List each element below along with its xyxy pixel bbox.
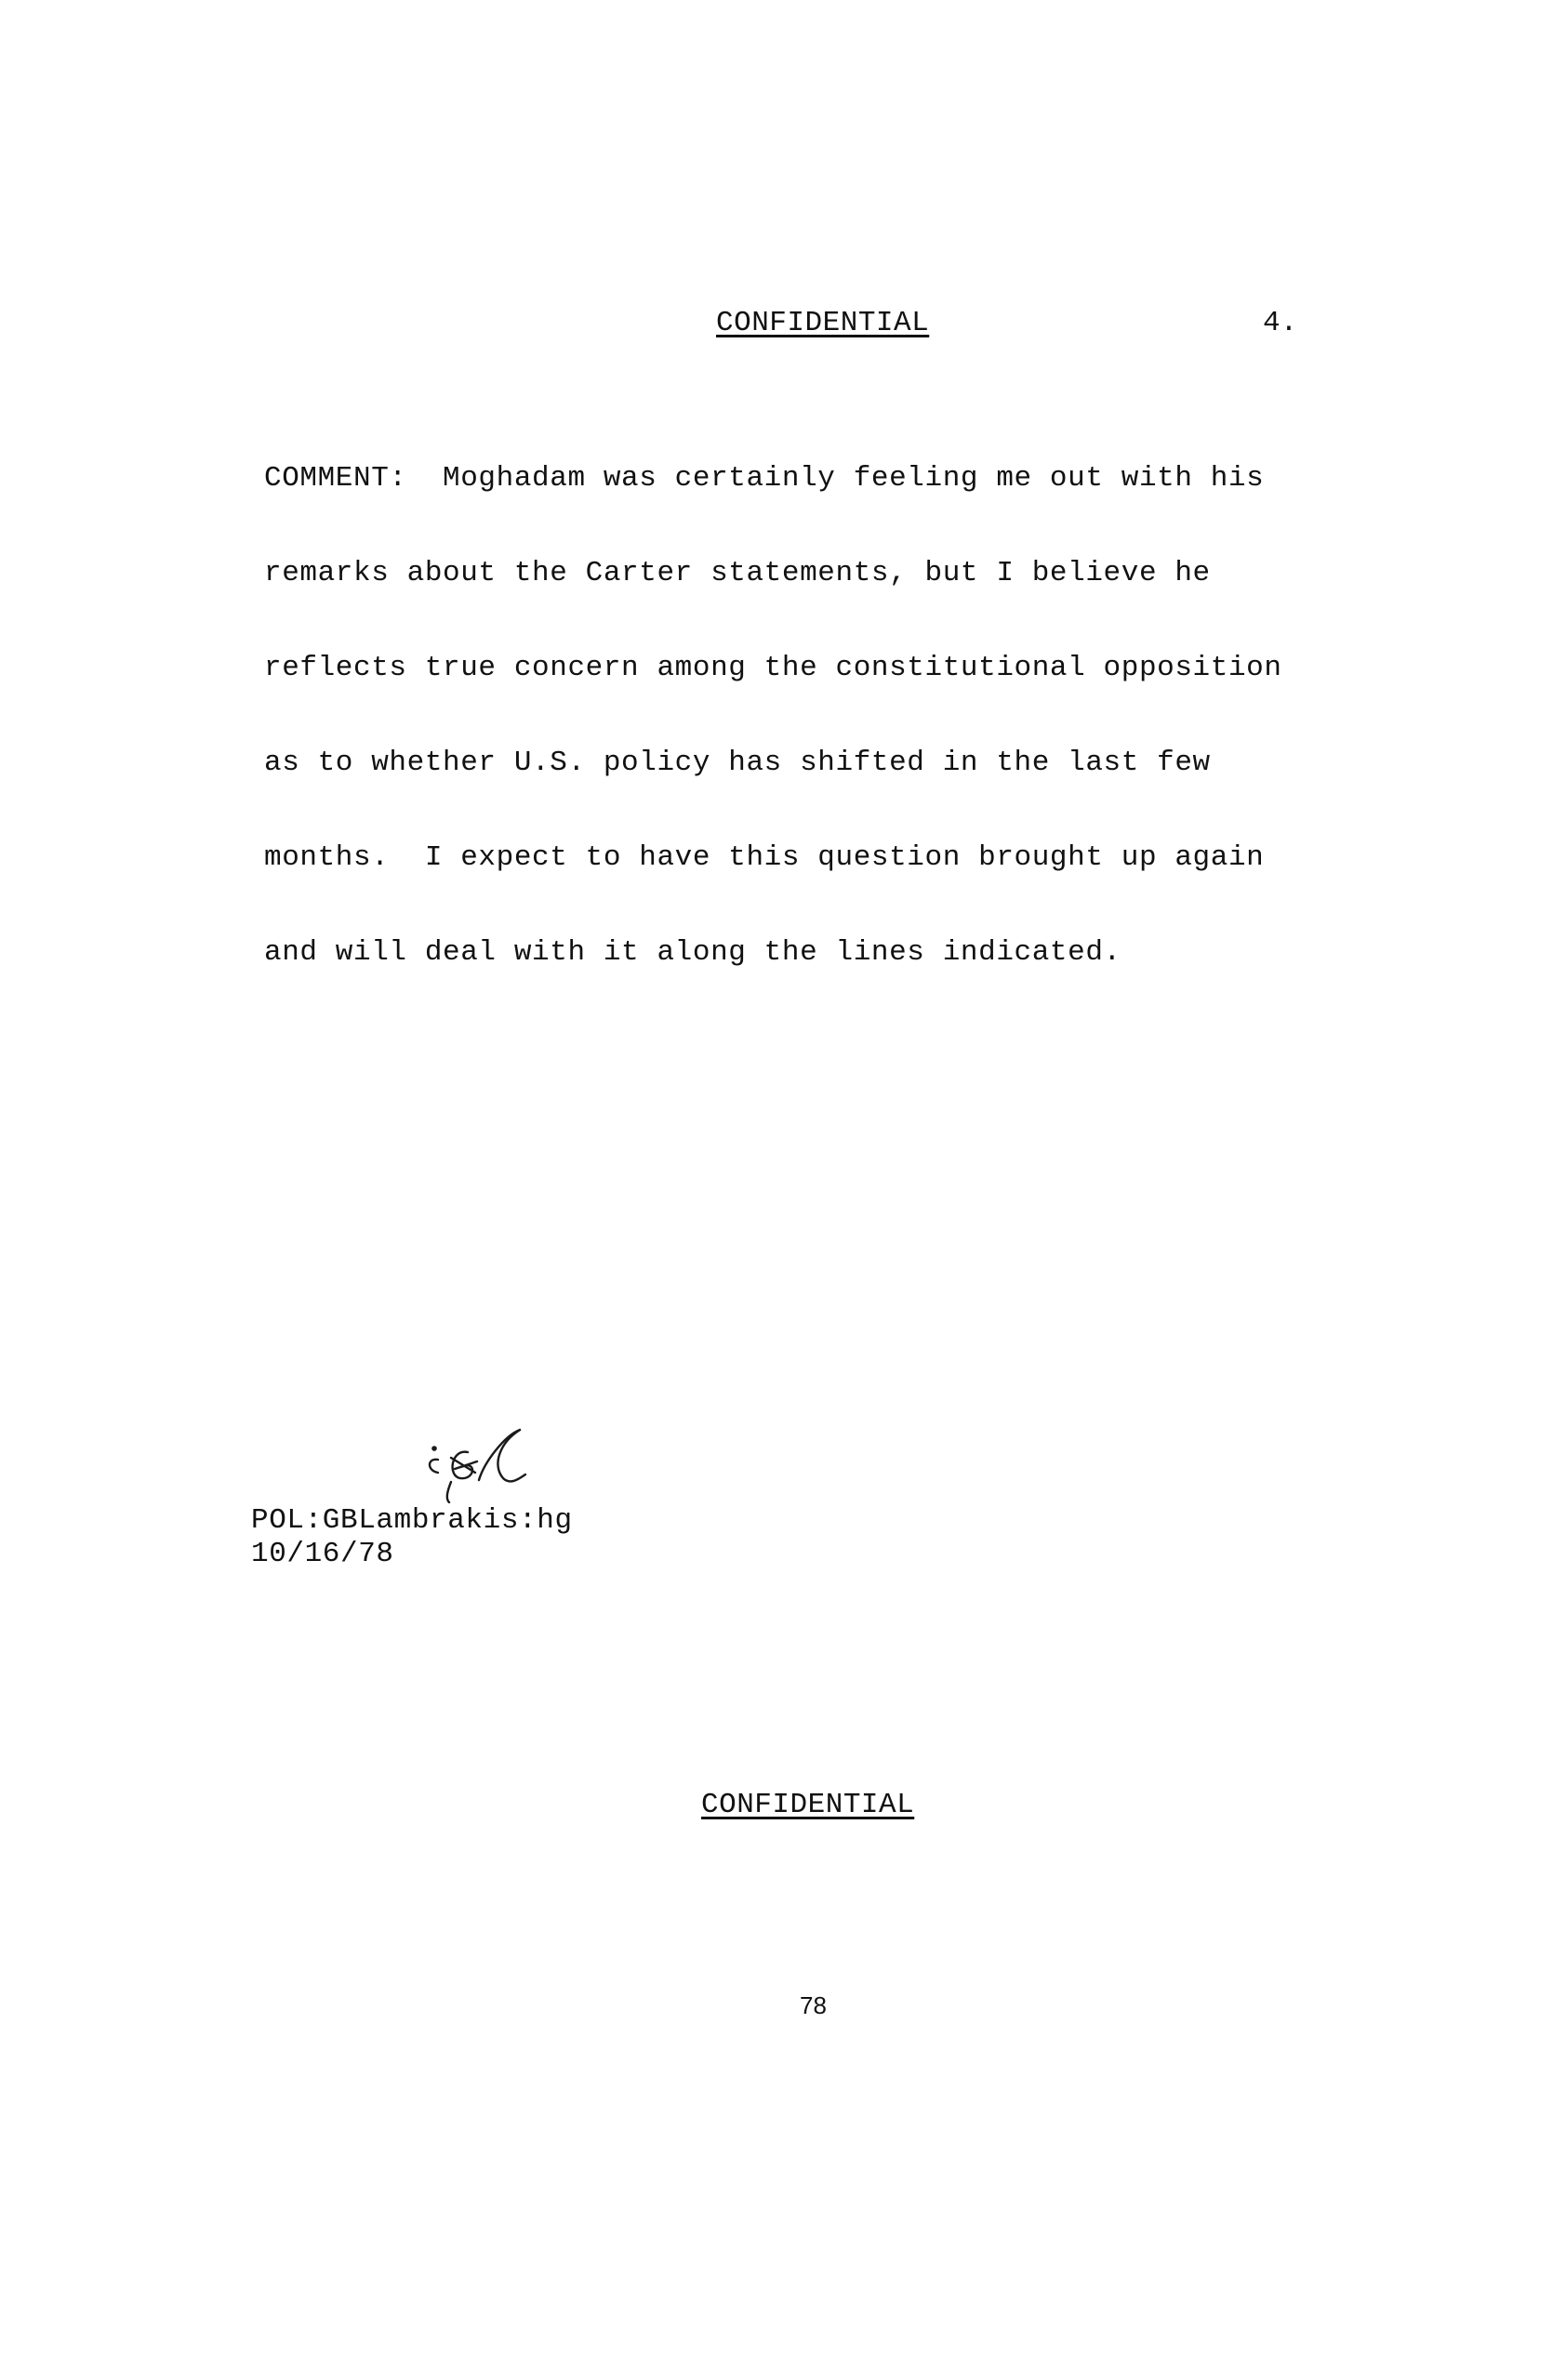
header-classification-marking: CONFIDENTIAL: [716, 307, 930, 339]
comment-paragraph: [264, 400, 1352, 1032]
drafter-line: POL:GBLambrakis:hg: [251, 1504, 573, 1537]
comment-line: and will deal with it along the lines indicated.: [264, 936, 1121, 969]
comment-line: COMMENT: Moghadam was certainly feeling me out with his: [264, 462, 1265, 495]
handwritten-initials-icon: [423, 1424, 553, 1503]
comment-line: as to whether U.S. policy has shifted in the last few: [264, 747, 1211, 779]
header-page-number: 4.: [1263, 307, 1298, 339]
footer-classification-marking: CONFIDENTIAL: [701, 1789, 915, 1821]
archive-page-number: 78: [800, 1991, 827, 2019]
comment-line: reflects true concern among the constitutional opposition: [264, 652, 1282, 684]
drafted-date: 10/16/78: [251, 1538, 394, 1570]
drafter-block: [251, 1504, 573, 1571]
comment-line: remarks about the Carter statements, but I believe he: [264, 557, 1211, 589]
comment-line: months. I expect to have this question brought up again: [264, 841, 1265, 874]
